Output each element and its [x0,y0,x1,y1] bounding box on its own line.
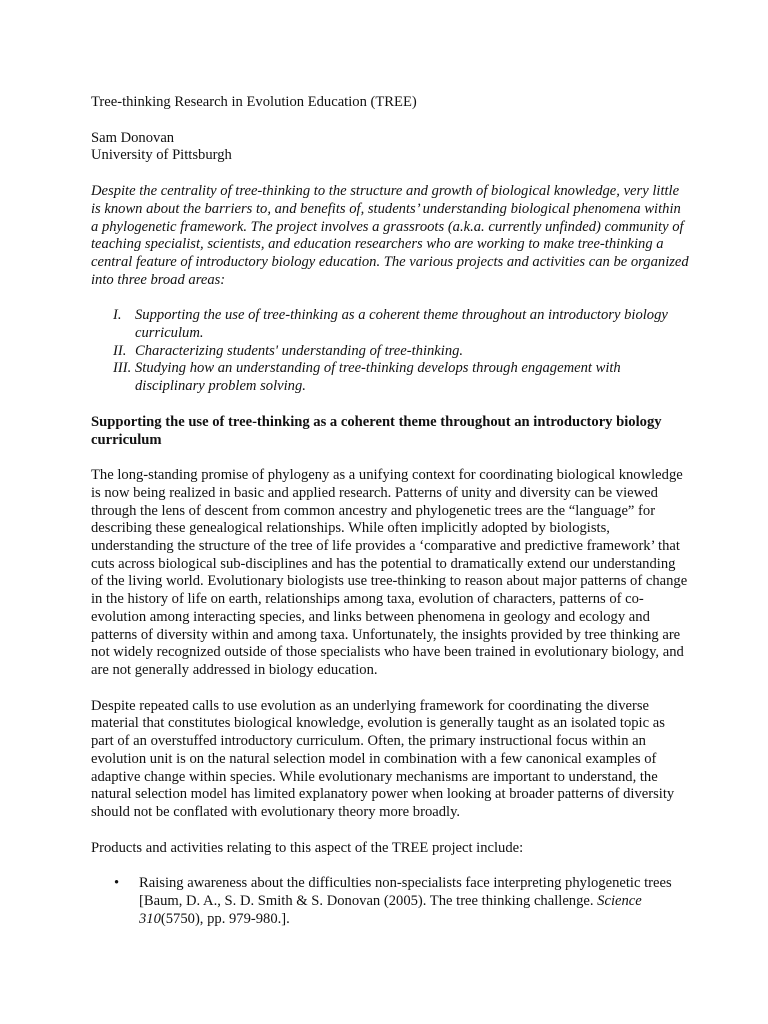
product-item-text [139,875,691,928]
document-title: Tree-thinking Research in Evolution Education (TREE) [91,94,417,110]
abstract: Despite the centrality of tree-thinking to the structure and growth of biological knowledge, very little is known about the barriers to, and benefits of, students’ understanding biological phenomena within a phylogenetic framework. The project involves a grassroots (a.k.a. currently unfinded) community of teaching specialist, scientists, and education researchers who are working to make tree-thinking a central feature of introductory biology education. The various projects and activities can be organized into three broad areas: [91,183,689,288]
research-area-text: Supporting the use of tree-thinking as a coherent theme throughout an introductory biology curriculum. [135,307,668,342]
document-body [91,94,691,928]
research-area-text: Characterizing students' understanding of tree-thinking. [135,342,464,359]
research-areas-list [91,307,691,396]
section-heading: Supporting the use of tree-thinking as a coherent theme throughout an introductory biology curriculum [91,413,662,448]
citation-pages: (5750), pp. 979-980.]. [160,910,290,927]
body-paragraph: Despite repeated calls to use evolution as an underlying framework for coordinating the diverse material that constitutes biological knowledge, evolution is generally taught as an isolated topic as part of an overstuffed introductory curriculum. Often, the primary instructional focus within an evolution unit is on the natural selection model in combination with a few canonical examples of adaptive change within species. While evolutionary mechanisms are important to understand, the natural selection model has limited explanatory power when looking at broader patterns of diversity should not be conflated with evolutionary theory more broadly. [91,697,675,820]
research-area-number: II. [113,342,127,359]
product-item [91,875,691,928]
citation-text: Raising awareness about the difficulties non-specialists face interpreting phylogenetic trees [Baum, D. A., S. D. Smith & S. Donovan (2005). The tree thinking challenge. [139,875,672,910]
author-affiliation: University of Pittsburgh [91,147,232,164]
research-area-item [91,343,691,361]
author-name: Sam Donovan [91,129,175,146]
research-area-text: Studying how an understanding of tree-thinking develops through engagement with disciplinary problem solving. [135,360,621,395]
bullet-icon: • [114,875,120,892]
research-area-item [91,360,691,395]
research-area-number: III. [113,360,132,377]
body-paragraph: The long-standing promise of phylogeny as a unifying context for coordinating biological knowledge is now being realized in basic and applied research. Patterns of unity and diversity can be viewed through the lens of descent from common ancestry and phylogenetic trees are the “language” for describing these genealogical relationships. While often implicitly adopted by biologists, understanding the structure of the tree of life provides a ‘comparative and predictive framework’ that cuts across biological sub-disciplines and has the potential to dramatically extend our understanding of the living world. Evolutionary biologists use tree-thinking to reason about major patterns of change in the history of life on earth, relationships among taxa, evolution of characters, patterns of co-evolution among interacting species, and links between phenomena in geology and ecology and patterns of diversity within and among taxa. Unfortunately, the insights provided by tree thinking are not widely recognized outside of those specialists who have been trained in evolutionary biology, and are not generally addressed in biology education. [91,467,688,678]
research-area-number: I. [113,307,122,324]
body-paragraph: Products and activities relating to this aspect of the TREE project include: [91,839,524,856]
citation-journal: Science 310 [139,893,642,927]
research-area-item [91,307,691,342]
products-list [91,875,691,928]
